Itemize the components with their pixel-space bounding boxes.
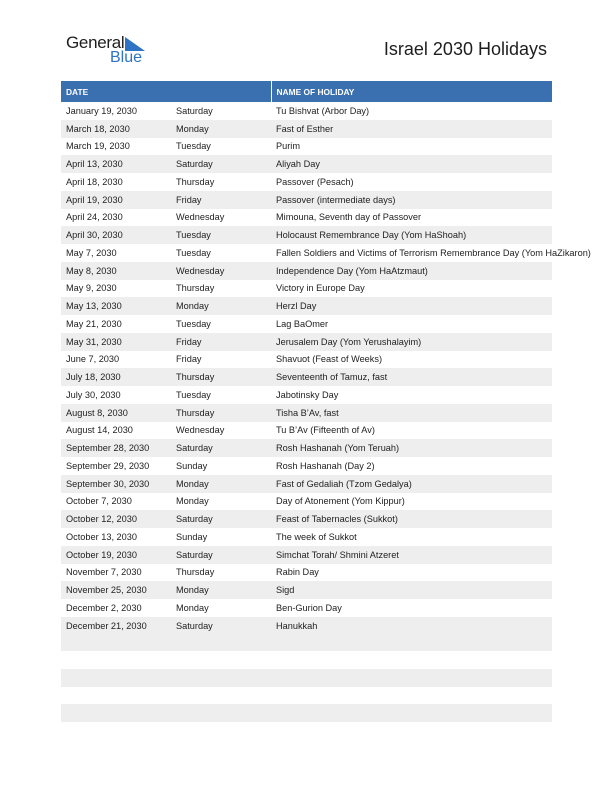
empty-row: [61, 669, 552, 687]
table-row: [61, 439, 552, 457]
holiday-weekday: Monday: [176, 496, 209, 507]
holiday-date: May 31, 2030: [61, 333, 171, 351]
holiday-date: October 19, 2030: [61, 546, 171, 564]
holiday-date: November 25, 2030: [61, 581, 171, 599]
holiday-weekday: Thursday: [176, 567, 215, 578]
holiday-name: Fast of Gedaliah (Tzom Gedalya): [271, 475, 552, 493]
table-row: [61, 262, 552, 280]
table-row: [61, 209, 552, 227]
table-row: [61, 546, 552, 564]
holiday-weekday: Friday: [171, 191, 271, 209]
holiday-name: The week of Sukkot: [276, 531, 357, 542]
holiday-date: September 28, 2030: [61, 439, 171, 457]
holiday-name: Jabotinsky Day: [276, 389, 339, 400]
holiday-date: May 9, 2030: [66, 283, 117, 294]
table-row: [61, 173, 552, 191]
holiday-name: Tu B’Av (Fifteenth of Av): [276, 425, 375, 436]
holiday-date: August 14, 2030: [66, 425, 133, 436]
table-row: [61, 493, 552, 511]
table-row: [61, 581, 552, 599]
holiday-weekday: Tuesday: [171, 226, 271, 244]
holiday-table: [61, 81, 591, 635]
holiday-date: July 30, 2030: [66, 389, 121, 400]
table-row: [61, 475, 552, 493]
holiday-name: Day of Atonement (Yom Kippur): [276, 496, 405, 507]
holiday-name: Seventeenth of Tamuz, fast: [271, 368, 552, 386]
table-row: [61, 297, 552, 315]
date-column-header: DATE: [61, 81, 271, 102]
holiday-name: Victory in Europe Day: [276, 283, 365, 294]
holiday-date: April 19, 2030: [61, 191, 171, 209]
holiday-name: Independence Day (Yom HaAtzmaut): [271, 262, 552, 280]
empty-row: [61, 633, 552, 651]
holiday-date: July 18, 2030: [61, 368, 171, 386]
holiday-name: Simchat Torah/ Shmini Atzeret: [271, 546, 552, 564]
holiday-date: October 13, 2030: [66, 531, 137, 542]
holiday-weekday: Monday: [176, 602, 209, 613]
table-row: [61, 351, 552, 369]
holiday-weekday: Friday: [171, 333, 271, 351]
holiday-weekday: Monday: [171, 120, 271, 138]
empty-row: [61, 704, 552, 722]
holiday-date: May 7, 2030: [66, 247, 117, 258]
holiday-name: Herzl Day: [271, 297, 552, 315]
table-row: [61, 564, 552, 582]
holiday-name: Passover (Pesach): [276, 176, 354, 187]
logo-blue-text: Blue: [110, 49, 143, 66]
holiday-weekday: Saturday: [176, 105, 213, 116]
holiday-name: Ben-Gurion Day: [276, 602, 342, 613]
holiday-name: Sigd: [271, 581, 552, 599]
logo-general-text: General: [66, 33, 125, 52]
holiday-weekday: Wednesday: [171, 262, 271, 280]
holiday-name: Hanukkah: [271, 617, 552, 635]
table-row: [61, 457, 552, 475]
holiday-weekday: Monday: [171, 297, 271, 315]
holiday-weekday: Tuesday: [176, 247, 211, 258]
holiday-date: December 21, 2030: [61, 617, 171, 635]
holiday-date: April 18, 2030: [66, 176, 123, 187]
name-column-header: NAME OF HOLIDAY: [271, 81, 552, 102]
holiday-weekday: Thursday: [171, 404, 271, 422]
table-row: [61, 138, 552, 156]
table-row: [61, 528, 552, 546]
holiday-date: May 21, 2030: [66, 318, 122, 329]
holiday-name: Lag BaOmer: [276, 318, 329, 329]
holiday-date: May 8, 2030: [61, 262, 171, 280]
holiday-weekday: Saturday: [171, 510, 271, 528]
holiday-weekday: Tuesday: [176, 318, 211, 329]
holiday-date: October 7, 2030: [66, 496, 132, 507]
holiday-date: March 19, 2030: [66, 141, 130, 152]
holiday-name: Shavuot (Feast of Weeks): [276, 354, 383, 365]
holiday-weekday: Wednesday: [176, 425, 225, 436]
holiday-name: Rabin Day: [276, 567, 319, 578]
holiday-date: August 8, 2030: [61, 404, 171, 422]
table-row: [61, 191, 552, 209]
holiday-date: September 30, 2030: [61, 475, 171, 493]
holiday-weekday: Sunday: [176, 460, 208, 471]
holiday-date: January 19, 2030: [66, 105, 138, 116]
table-row: [61, 422, 552, 440]
table-header-row: [61, 81, 552, 102]
generalblue-logo: [66, 33, 156, 69]
holiday-name: Fallen Soldiers and Victims of Terrorism Remembrance Day (Yom HaZikaron): [276, 247, 591, 258]
table-row: [61, 599, 552, 617]
holiday-date: October 12, 2030: [61, 510, 171, 528]
table-row: [61, 510, 552, 528]
holiday-weekday: Tuesday: [176, 389, 211, 400]
table-row: [61, 404, 552, 422]
holiday-weekday: Thursday: [171, 368, 271, 386]
table-row: [61, 155, 552, 173]
holiday-name: Mimouna, Seventh day of Passover: [276, 212, 422, 223]
holiday-weekday: Tuesday: [176, 141, 211, 152]
holiday-weekday: Saturday: [171, 439, 271, 457]
holiday-name: Holocaust Remembrance Day (Yom HaShoah): [271, 226, 552, 244]
holiday-weekday: Monday: [171, 581, 271, 599]
table-row: [61, 102, 552, 120]
holiday-weekday: Sunday: [176, 531, 208, 542]
table-row: [61, 333, 552, 351]
holiday-date: April 24, 2030: [66, 212, 123, 223]
table-row: [61, 120, 552, 138]
holiday-name: Jerusalem Day (Yom Yerushalayim): [271, 333, 552, 351]
holiday-weekday: Saturday: [171, 546, 271, 564]
holiday-date: March 18, 2030: [61, 120, 171, 138]
holiday-weekday: Saturday: [171, 617, 271, 635]
holiday-name: Aliyah Day: [271, 155, 552, 173]
holiday-date: April 30, 2030: [61, 226, 171, 244]
holiday-name: Purim: [276, 141, 300, 152]
table-row: [61, 617, 552, 635]
table-row: [61, 386, 552, 404]
table-row: [61, 368, 552, 386]
holiday-name: Tisha B’Av, fast: [271, 404, 552, 422]
holiday-date: September 29, 2030: [66, 460, 150, 471]
holiday-date: June 7, 2030: [66, 354, 120, 365]
page-title: Israel 2030 Holidays: [383, 39, 547, 59]
holiday-weekday: Saturday: [171, 155, 271, 173]
holiday-weekday: Thursday: [176, 283, 215, 294]
holiday-weekday: Friday: [176, 354, 202, 365]
holiday-weekday: Monday: [171, 475, 271, 493]
holiday-date: November 7, 2030: [66, 567, 142, 578]
table-row: [61, 315, 552, 333]
holiday-name: Feast of Tabernacles (Sukkot): [271, 510, 552, 528]
holiday-name: Fast of Esther: [271, 120, 552, 138]
holiday-weekday: Wednesday: [176, 212, 225, 223]
holiday-date: May 13, 2030: [61, 297, 171, 315]
table-row: [61, 244, 552, 262]
holiday-name: Passover (intermediate days): [271, 191, 552, 209]
holiday-date: December 2, 2030: [66, 602, 142, 613]
holiday-date: April 13, 2030: [61, 155, 171, 173]
holiday-name: Rosh Hashanah (Yom Teruah): [271, 439, 552, 457]
holiday-name: Tu Bishvat (Arbor Day): [276, 105, 370, 116]
table-row: [61, 280, 552, 298]
holiday-name: Rosh Hashanah (Day 2): [276, 460, 375, 471]
table-row: [61, 226, 552, 244]
holiday-weekday: Thursday: [176, 176, 215, 187]
